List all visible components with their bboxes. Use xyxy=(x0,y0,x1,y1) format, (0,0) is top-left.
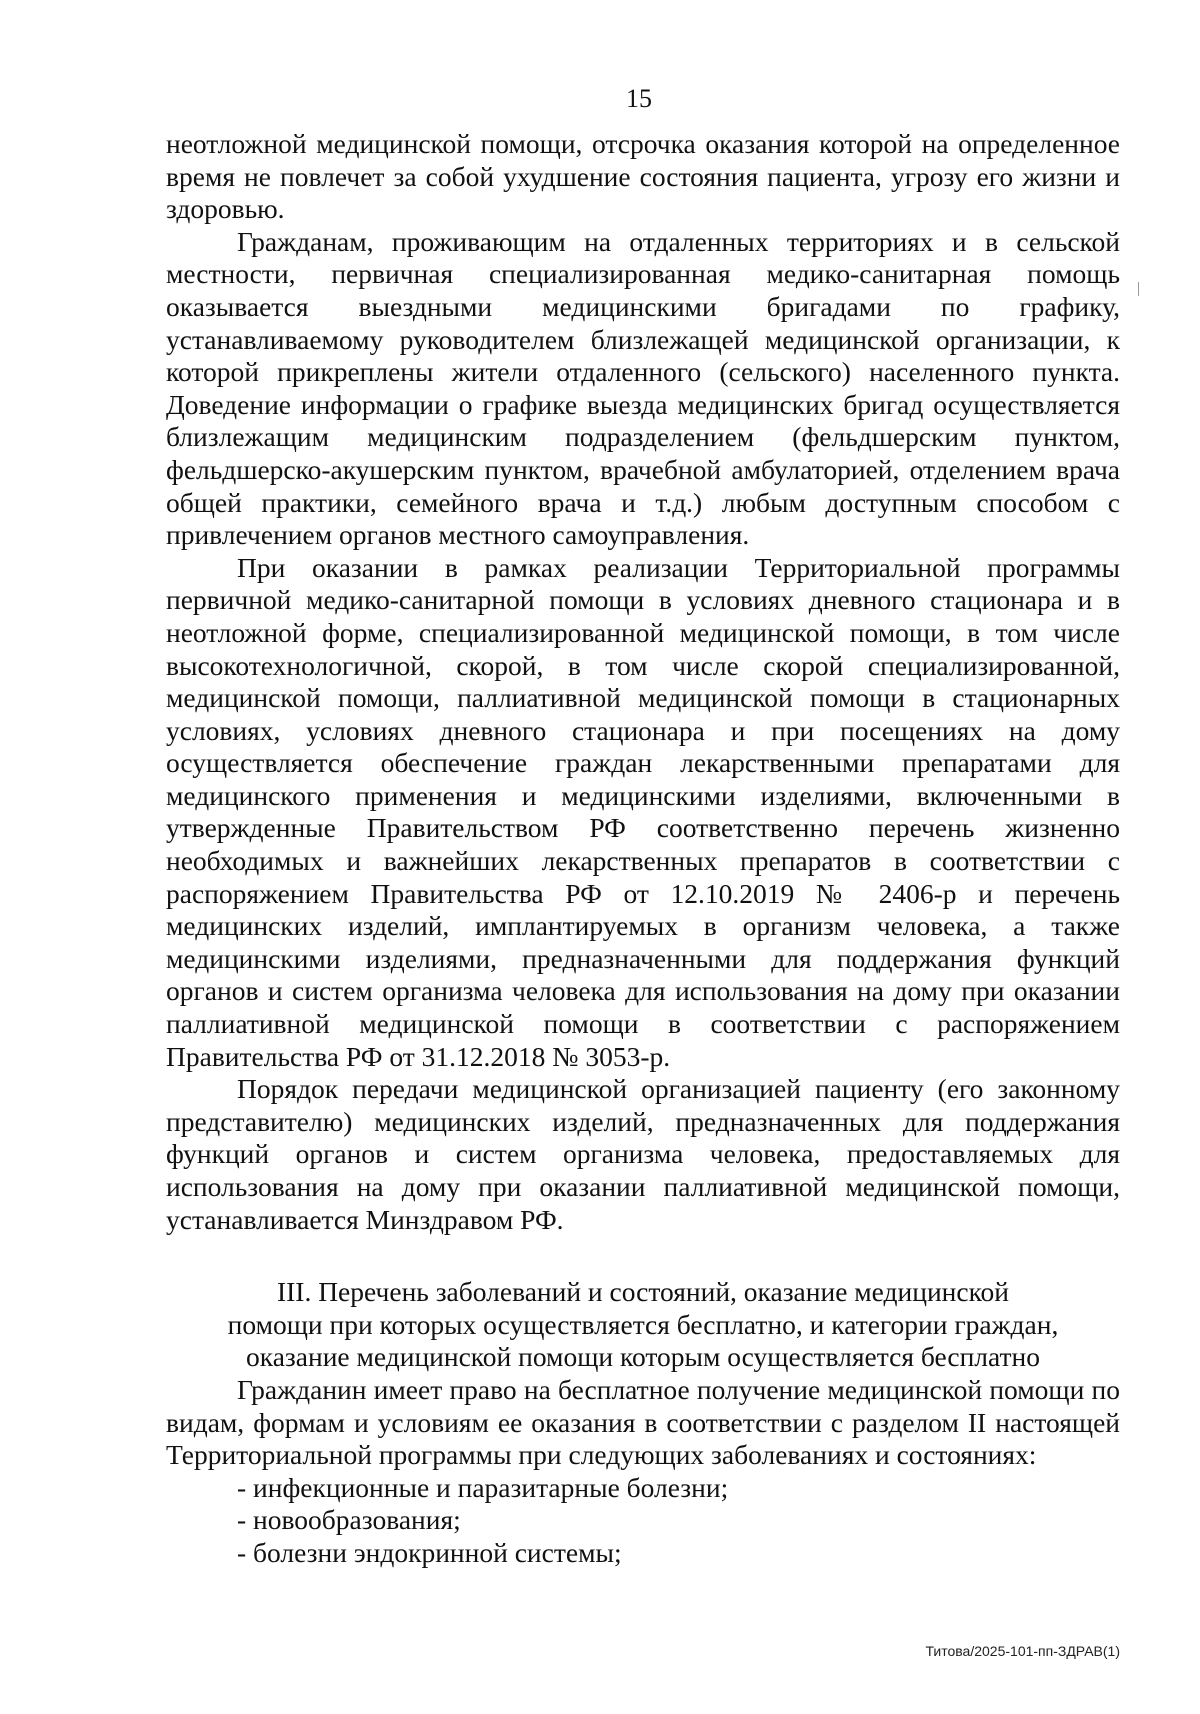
section-heading-line-1: III. Перечень заболеваний и состояний, оказание медицинской xyxy=(276,1276,1010,1308)
section-heading xyxy=(166,1276,1120,1374)
list-item: - инфекционные и паразитарные болезни; xyxy=(237,1471,729,1503)
section-heading-line-3: оказание медицинской помощи которым осуществляется бесплатно xyxy=(246,1341,1040,1373)
page-number: 15 xyxy=(626,84,652,113)
paragraph-remote-territories: Гражданам, проживающим на отдаленных территориях и в сельской местности, первичная специализированная медико-санитарная помощь оказывается выездными медицинскими бригадами по графику, устанавливаемому руководителем близлежащей медицинской организации, к которой прикреплены жители отдаленного (сельского) населенного пункта. Доведение информации о графике выезда медицинских бригад осуществляется близлежащим медицинским подразделением (фельдшерским пунктом, фельдшерско-акушерским пунктом, врачебной амбулаторией, отделением врача общей практики, семейного врача и т.д.) любым доступным способом с привлечением органов местного самоуправления. xyxy=(166,225,1120,551)
paragraph-device-transfer: Порядок передачи медицинской организацией пациенту (его законному представителю) медицинских изделий, предназначенных для поддержания функций органов и систем организма человека, предоставляемых для использования на дому при оказании паллиативной медицинской помощи, устанавливается Минздравом РФ. xyxy=(166,1073,1120,1235)
section-intro-paragraph: Гражданин имеет право на бесплатное получение медицинской помощи по видам, формам и условиям ее оказания в соответствии с разделом II настоящей Территориальной программы при следующих заболеваниях и состояниях: xyxy=(166,1373,1120,1471)
document-body xyxy=(166,128,1120,1570)
disease-list xyxy=(166,1472,1120,1570)
section-heading-line-2: помощи при которых осуществляется бесплатно, и категории граждан, xyxy=(227,1308,1059,1340)
paragraph-continuation: неотложной медицинской помощи, отсрочка оказания которой на определенное время не повлечет за собой ухудшение состояния пациента, угрозу его жизни и здоровью. xyxy=(166,128,1120,225)
margin-mark xyxy=(1138,282,1139,296)
list-item: - болезни эндокринной системы; xyxy=(237,1536,622,1568)
document-footer-code: Титова/2025-101-пп-ЗДРАВ(1) xyxy=(925,1643,1120,1659)
list-item: - новообразования; xyxy=(237,1504,461,1536)
paragraph-drug-provision: При оказании в рамках реализации Территориальной программы первичной медико-санитарной помощи в условиях дневного стационара и в неотложной форме, специализированной медицинской помощи, в том числе высокотехнологичной, скорой, в том числе скорой специализированной, медицинской помощи, паллиативной медицинской помощи в стационарных условиях, условиях дневного стационара и при посещениях на дому осуществляется обеспечение граждан лекарственными препаратами для медицинского применения и медицинскими изделиями, включенными в утвержденные Правительством РФ соответственно перечень жизненно необходимых и важнейших лекарственных препаратов в соответствии с распоряжением Правительства РФ от 12.10.2019 № 2406-р и перечень медицинских изделий, имплантируемых в организм человека, а также медицинскими изделиями, предназначенными для поддержания функций органов и систем организма человека для использования на дому при оказании паллиативной медицинской помощи в соответствии с распоряжением Правительства РФ от 31.12.2018 № 3053-р. xyxy=(166,551,1120,1072)
